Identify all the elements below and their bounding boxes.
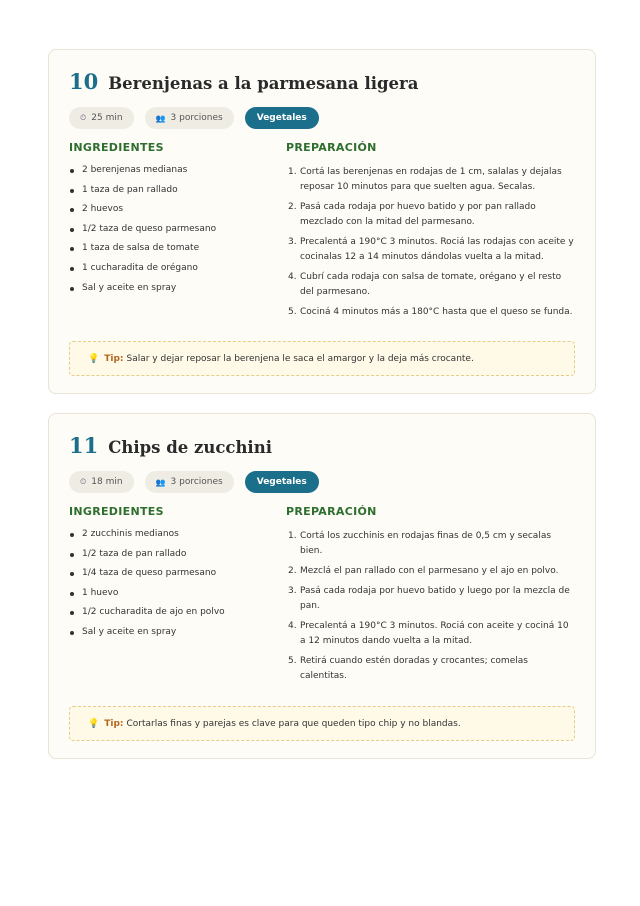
step-item bbox=[286, 529, 575, 559]
recipe-body bbox=[69, 505, 575, 689]
category-badge: Vegetales bbox=[245, 471, 319, 493]
step-text: Precalentá a 190°C 3 minutos. Rociá con aceite y cociná 10 a 12 minutos dando vuelta a la mitad. bbox=[300, 621, 569, 646]
step-number: 4. bbox=[288, 621, 297, 631]
step-item bbox=[286, 200, 575, 230]
step-text: Cortá las berenjenas en rodajas de 1 cm, salalas y dejalas reposar 10 minutos para que suelten agua. Secalas. bbox=[300, 167, 562, 192]
recipe-title: Berenjenas a la parmesana ligera bbox=[108, 74, 419, 93]
step-text: Mezclá el pan rallado con el parmesano y el ajo en polvo. bbox=[300, 566, 559, 576]
servings-value: 3 porciones bbox=[170, 113, 223, 123]
tip-text: Cortarlas finas y parejas es clave para que queden tipo chip y no blandas. bbox=[126, 718, 461, 729]
ingredient-item: Sal y aceite en spray bbox=[69, 627, 286, 647]
time-value: 18 min bbox=[91, 477, 123, 487]
ingredients-heading: INGREDIENTES bbox=[69, 505, 164, 518]
step-number: 3. bbox=[288, 586, 297, 596]
step-number: 1. bbox=[288, 531, 297, 541]
ingredients-list bbox=[69, 529, 286, 647]
recipe-card bbox=[48, 413, 596, 759]
servings-badge bbox=[145, 471, 234, 493]
ingredient-item: 2 berenjenas medianas bbox=[69, 165, 286, 185]
ingredient-item: Sal y aceite en spray bbox=[69, 283, 286, 303]
step-number: 2. bbox=[288, 566, 297, 576]
tip-label: Tip: bbox=[104, 718, 124, 729]
ingredient-item: 1 cucharadita de orégano bbox=[69, 263, 286, 283]
ingredients-section bbox=[69, 505, 286, 689]
servings-badge bbox=[145, 107, 234, 129]
recipe-body bbox=[69, 141, 575, 325]
step-item bbox=[286, 619, 575, 649]
step-text: Cubrí cada rodaja con salsa de tomate, orégano y el resto del parmesano. bbox=[300, 272, 562, 297]
step-item bbox=[286, 584, 575, 614]
clock-icon: ⏲ bbox=[80, 113, 87, 122]
people-icon: 👥 bbox=[155, 477, 166, 487]
ingredient-item: 1/2 taza de queso parmesano bbox=[69, 224, 286, 244]
step-number: 5. bbox=[288, 307, 297, 317]
ingredient-item: 2 huevos bbox=[69, 204, 286, 224]
step-number: 2. bbox=[288, 202, 297, 212]
preparation-heading: PREPARACIÓN bbox=[286, 505, 377, 518]
step-number: 1. bbox=[288, 167, 297, 177]
steps-list bbox=[286, 529, 575, 684]
ingredient-item: 1 taza de salsa de tomate bbox=[69, 243, 286, 263]
step-item bbox=[286, 564, 575, 579]
step-item bbox=[286, 654, 575, 684]
step-item bbox=[286, 270, 575, 300]
time-value: 25 min bbox=[91, 113, 123, 123]
recipe-badges bbox=[69, 471, 575, 493]
lightbulb-icon: 💡 bbox=[88, 353, 100, 364]
ingredient-item: 2 zucchinis medianos bbox=[69, 529, 286, 549]
step-text: Precalentá a 190°C 3 minutos. Rociá las rodajas con aceite y cocinalas 12 a 14 minutos dándolas vuelta a la mitad. bbox=[300, 237, 574, 262]
step-number: 3. bbox=[288, 237, 297, 247]
clock-icon: ⏲ bbox=[80, 477, 87, 486]
step-number: 5. bbox=[288, 656, 297, 666]
ingredient-item: 1/4 taza de queso parmesano bbox=[69, 568, 286, 588]
recipe-number: 11 bbox=[69, 433, 99, 458]
tip-label: Tip: bbox=[104, 353, 124, 364]
time-badge bbox=[69, 471, 134, 493]
preparation-section bbox=[286, 505, 575, 689]
steps-list bbox=[286, 165, 575, 320]
recipe-badges bbox=[69, 107, 575, 129]
recipe-header bbox=[69, 69, 575, 95]
tip-box bbox=[69, 706, 575, 741]
preparation-heading: PREPARACIÓN bbox=[286, 141, 377, 154]
ingredients-list bbox=[69, 165, 286, 302]
ingredient-item: 1 huevo bbox=[69, 588, 286, 608]
ingredients-heading: INGREDIENTES bbox=[69, 141, 164, 154]
preparation-section bbox=[286, 141, 575, 325]
people-icon: 👥 bbox=[155, 113, 166, 123]
step-text: Pasá cada rodaja por huevo batido y luego por la mezcla de pan. bbox=[300, 586, 570, 611]
step-number: 4. bbox=[288, 272, 297, 282]
servings-value: 3 porciones bbox=[170, 477, 223, 487]
ingredients-section bbox=[69, 141, 286, 325]
recipe-header bbox=[69, 433, 575, 459]
recipe-card bbox=[48, 49, 596, 394]
tip-box bbox=[69, 341, 575, 376]
step-text: Cortá los zucchinis en rodajas finas de 0,5 cm y secalas bien. bbox=[300, 531, 552, 556]
time-badge bbox=[69, 107, 134, 129]
step-item bbox=[286, 235, 575, 265]
recipe-title: Chips de zucchini bbox=[108, 438, 272, 457]
ingredient-item: 1/2 cucharadita de ajo en polvo bbox=[69, 607, 286, 627]
step-text: Pasá cada rodaja por huevo batido y por pan rallado mezclado con la mitad del parmesano. bbox=[300, 202, 536, 227]
ingredient-item: 1 taza de pan rallado bbox=[69, 185, 286, 205]
step-text: Retirá cuando estén doradas y crocantes; comelas calentitas. bbox=[300, 656, 528, 681]
ingredient-item: 1/2 taza de pan rallado bbox=[69, 549, 286, 569]
step-item bbox=[286, 305, 575, 320]
lightbulb-icon: 💡 bbox=[88, 718, 100, 729]
step-item bbox=[286, 165, 575, 195]
recipe-number: 10 bbox=[69, 69, 99, 94]
tip-text: Salar y dejar reposar la berenjena le saca el amargor y la deja más crocante. bbox=[126, 353, 474, 364]
step-text: Cociná 4 minutos más a 180°C hasta que el queso se funda. bbox=[300, 307, 573, 317]
category-badge: Vegetales bbox=[245, 107, 319, 129]
